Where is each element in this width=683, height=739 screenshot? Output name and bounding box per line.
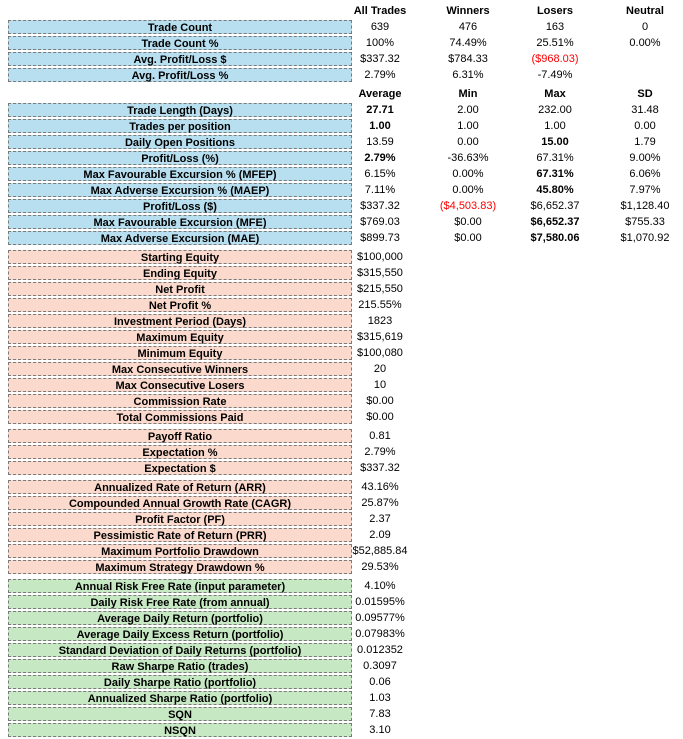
row-label: Annualized Rate of Return (ARR) <box>8 480 352 494</box>
table-row <box>0 706 683 722</box>
cell-value: 10 <box>373 379 387 391</box>
cell-value: 67.31% <box>536 152 574 164</box>
cell-value: 20 <box>373 363 387 375</box>
cell-value: $6,652.37 <box>530 216 580 228</box>
row-label: Total Commissions Paid <box>8 410 352 424</box>
cell-value: 639 <box>370 21 390 33</box>
table-row <box>0 214 683 230</box>
row-label: Daily Open Positions <box>8 135 352 149</box>
table-row <box>0 182 683 198</box>
cell-value: 0.07983% <box>355 628 405 640</box>
table-row <box>0 230 683 246</box>
row-label: Raw Sharpe Ratio (trades) <box>8 659 352 673</box>
cell-value: 0.00% <box>452 168 484 180</box>
cell-value: 215.55% <box>358 299 402 311</box>
cell-value: 1.03 <box>369 692 391 704</box>
row-label: Net Profit <box>8 282 352 296</box>
row-label: Trade Length (Days) <box>8 103 352 117</box>
table-row <box>0 19 683 35</box>
cell-value: $1,070.92 <box>620 232 670 244</box>
table-row <box>0 134 683 150</box>
cell-value: 7.97% <box>629 184 661 196</box>
cell-value: $0.00 <box>366 411 394 423</box>
cell-value: $0.00 <box>366 395 394 407</box>
table-row <box>0 690 683 706</box>
cell-value: 0.00 <box>457 136 479 148</box>
table-row <box>0 150 683 166</box>
cell-value: 15.00 <box>541 136 569 148</box>
table-row <box>0 428 683 444</box>
cell-value: 45.80% <box>536 184 574 196</box>
table-row <box>0 460 683 476</box>
cell-value: 0.012352 <box>357 644 403 656</box>
row-label: Max Consecutive Losers <box>8 378 352 392</box>
cell-value: 25.87% <box>361 497 399 509</box>
row-label: Expectation % <box>8 445 352 459</box>
table-row <box>0 51 683 67</box>
row-label: Expectation $ <box>8 461 352 475</box>
cell-value: 476 <box>458 21 478 33</box>
row-label: Max Consecutive Winners <box>8 362 352 376</box>
cell-value: 0.3097 <box>363 660 397 672</box>
col-header-sd: SD <box>637 88 653 100</box>
cell-value: 163 <box>545 21 565 33</box>
cell-value: 0.06 <box>369 676 391 688</box>
table-row <box>0 345 683 361</box>
table-row <box>0 329 683 345</box>
table-row <box>0 511 683 527</box>
table-row <box>0 265 683 281</box>
row-label: Max Favourable Excursion % (MFEP) <box>8 167 352 181</box>
row-label: Investment Period (Days) <box>8 314 352 328</box>
row-label: Trade Count <box>8 20 352 34</box>
cell-value: 7.83 <box>369 708 391 720</box>
cell-value-negative: ($4,503.83) <box>439 200 497 212</box>
table-row <box>0 594 683 610</box>
table-row <box>0 658 683 674</box>
cell-value: $0.00 <box>454 232 482 244</box>
table-row <box>0 444 683 460</box>
row-label: Average Daily Excess Return (portfolio) <box>8 627 352 641</box>
cell-value: 1.00 <box>457 120 479 132</box>
table-row <box>0 674 683 690</box>
cell-value: $337.32 <box>360 462 400 474</box>
cell-value: $769.03 <box>360 216 400 228</box>
row-label: Minimum Equity <box>8 346 352 360</box>
cell-value: 0 <box>641 21 649 33</box>
table-row <box>0 377 683 393</box>
cell-value: 232.00 <box>538 104 572 116</box>
cell-value: -36.63% <box>447 152 489 164</box>
row-label: Profit/Loss (%) <box>8 151 352 165</box>
row-label: Starting Equity <box>8 250 352 264</box>
cell-value: 2.79% <box>364 152 396 164</box>
cell-value: 0.00% <box>629 37 661 49</box>
cell-value: 0.81 <box>369 430 391 442</box>
cell-value: -7.49% <box>537 69 573 81</box>
table-row <box>0 67 683 83</box>
table-row <box>0 543 683 559</box>
row-label: Maximum Strategy Drawdown % <box>8 560 352 574</box>
table-row <box>0 297 683 313</box>
row-label: Daily Sharpe Ratio (portfolio) <box>8 675 352 689</box>
row-label: Annual Risk Free Rate (input parameter) <box>8 579 352 593</box>
row-label: Max Adverse Excursion (MAE) <box>8 231 352 245</box>
table-row <box>0 722 683 738</box>
table-row <box>0 313 683 329</box>
cell-value: 2.00 <box>457 104 479 116</box>
col-header-all-trades: All Trades <box>353 5 407 17</box>
col-header-min: Min <box>458 88 478 100</box>
cell-value: $7,580.06 <box>530 232 580 244</box>
row-label: Maximum Equity <box>8 330 352 344</box>
row-label: SQN <box>8 707 352 721</box>
row-label: Avg. Profit/Loss % <box>8 68 352 82</box>
row-label: Annualized Sharpe Ratio (portfolio) <box>8 691 352 705</box>
row-label: Maximum Portfolio Drawdown <box>8 544 352 558</box>
cell-value: 9.00% <box>629 152 661 164</box>
table-row <box>0 35 683 51</box>
row-label: Pessimistic Rate of Return (PRR) <box>8 528 352 542</box>
cell-value: 6.15% <box>364 168 396 180</box>
table-row <box>0 409 683 425</box>
cell-value: 0.00 <box>634 120 656 132</box>
table-row <box>0 479 683 495</box>
cell-value: $315,619 <box>357 331 403 343</box>
cell-value: $52,885.84 <box>352 545 408 557</box>
cell-value: $0.00 <box>454 216 482 228</box>
table-row <box>0 610 683 626</box>
cell-value: 2.79% <box>364 69 396 81</box>
cell-value: 43.16% <box>361 481 399 493</box>
cell-value: 100% <box>365 37 395 49</box>
cell-value: 27.71 <box>366 104 394 116</box>
cell-value: 67.31% <box>536 168 574 180</box>
row-label: Trade Count % <box>8 36 352 50</box>
table-row <box>0 361 683 377</box>
col-header-max: Max <box>544 88 566 100</box>
row-label: Avg. Profit/Loss $ <box>8 52 352 66</box>
table-row <box>0 527 683 543</box>
cell-value: 25.51% <box>536 37 574 49</box>
row-label: Average Daily Return (portfolio) <box>8 611 352 625</box>
cell-value: 0.00% <box>452 184 484 196</box>
cell-value: 13.59 <box>366 136 394 148</box>
row-label: Max Adverse Excursion % (MAEP) <box>8 183 352 197</box>
cell-value: 1823 <box>367 315 393 327</box>
cell-value: 1.79 <box>634 136 656 148</box>
cell-value: $100,080 <box>357 347 403 359</box>
cell-value: $100,000 <box>357 251 403 263</box>
header-row-2 <box>0 86 683 102</box>
cell-value-negative: ($968.03) <box>531 53 579 65</box>
header-row-1 <box>0 3 683 19</box>
cell-value: 1.00 <box>369 120 391 132</box>
table-row <box>0 578 683 594</box>
cell-value: 3.10 <box>369 724 391 736</box>
row-label: Max Favourable Excursion (MFE) <box>8 215 352 229</box>
row-label: NSQN <box>8 723 352 737</box>
table-row <box>0 495 683 511</box>
table-row <box>0 393 683 409</box>
cell-value: 4.10% <box>364 580 396 592</box>
row-label: Profit Factor (PF) <box>8 512 352 526</box>
cell-value: 6.06% <box>629 168 661 180</box>
cell-value: $315,550 <box>357 267 403 279</box>
row-label: Daily Risk Free Rate (from annual) <box>8 595 352 609</box>
cell-value: $337.32 <box>360 200 400 212</box>
cell-value: 2.37 <box>369 513 391 525</box>
table-row <box>0 559 683 575</box>
row-label: Ending Equity <box>8 266 352 280</box>
table-row <box>0 198 683 214</box>
row-label: Trades per position <box>8 119 352 133</box>
col-header-winners: Winners <box>446 5 490 17</box>
cell-value: 2.79% <box>364 446 396 458</box>
cell-value: $1,128.40 <box>620 200 670 212</box>
table-row <box>0 626 683 642</box>
row-label: Net Profit % <box>8 298 352 312</box>
cell-value: 0.01595% <box>355 596 405 608</box>
col-header-average: Average <box>358 88 402 100</box>
table-row <box>0 281 683 297</box>
cell-value: $6,652.37 <box>530 200 580 212</box>
cell-value: 2.09 <box>369 529 391 541</box>
table-row <box>0 102 683 118</box>
col-header-losers: Losers <box>536 5 574 17</box>
row-label: Compounded Annual Growth Rate (CAGR) <box>8 496 352 510</box>
cell-value: $784.33 <box>448 53 488 65</box>
cell-value: 29.53% <box>361 561 399 573</box>
row-label: Payoff Ratio <box>8 429 352 443</box>
cell-value: 0.09577% <box>355 612 405 624</box>
row-label: Profit/Loss ($) <box>8 199 352 213</box>
row-label: Standard Deviation of Daily Returns (portfolio) <box>8 643 352 657</box>
table-row <box>0 642 683 658</box>
table-row <box>0 118 683 134</box>
table-row <box>0 249 683 265</box>
cell-value: $337.32 <box>360 53 400 65</box>
col-header-neutral: Neutral <box>626 5 664 17</box>
cell-value: $755.33 <box>625 216 665 228</box>
table-row <box>0 166 683 182</box>
cell-value: 7.11% <box>364 184 396 196</box>
row-label: Commission Rate <box>8 394 352 408</box>
cell-value: 74.49% <box>449 37 487 49</box>
cell-value: 6.31% <box>452 69 484 81</box>
cell-value: $215,550 <box>357 283 403 295</box>
cell-value: 31.48 <box>631 104 659 116</box>
cell-value: $899.73 <box>360 232 400 244</box>
cell-value: 1.00 <box>544 120 566 132</box>
